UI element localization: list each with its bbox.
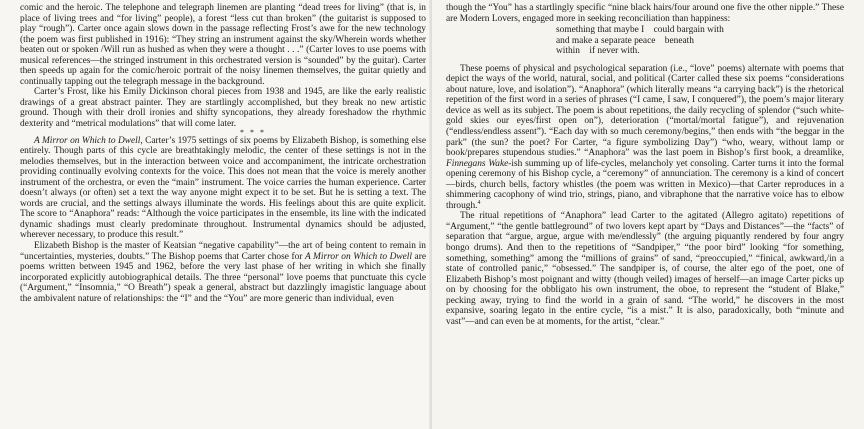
paragraph-frost-dickinson: Carter’s Frost, like his Emily Dickinson choral pieces from 1938 and 1945, are like the early realistic drawings of a great abstract painter. They are startlingly accomplished, but they break no new artistic ground. Though with their droll ironies and shifty syncopations, they already foreshadow the rhythmic dexterity and “metrical modulations” that will come later. [20, 87, 426, 130]
work-title: A Mirror on Which to Dwell [34, 135, 141, 146]
paragraph-frost-linemen: comic and the heroic. The telephone and telegraph linemen are planting “dead trees for living” (that is, in place of living trees and “for living” people), a forest “less cut than broken” (the guitarist is supposed to play “rough”). Carter once again slows down in the passage reflecting Frost’s awe for the new technology (the poem was first published in 1916): “They string an instrument against the sky/Wherein words whether beaten out or spoken /Will run as hushed as when they were a thought . . .” (Carter loves to use poems with musical references—the stringed instrument in this orchestrated version is “sounded” by the guitar). Carter then speeds up again for the comic/heroic portrait of the noisy linemen themselves, the guitar quietly and continually tapping out the telegraph message in the background. [20, 3, 426, 87]
right-page [432, 0, 864, 429]
poem-line: and make a separate peace beneath [556, 35, 694, 46]
poem-excerpt [556, 25, 844, 57]
footnote-marker: 4 [477, 199, 481, 206]
section-divider: * * * [240, 127, 266, 137]
paragraph-mirror-intro: A Mirror on Which to Dwell, Carter’s 1975 settings of six poems by Elizabeth Bishop, is something else entirely. Though parts of this cycle are breathtakingly melodic, the center of these settings is not in the melodies themselves, but in the interaction between voice and accompaniment, the intricate orchestration providing continually evolving contexts for the voice. This does not mean that the voice is merely another instrument of the orchestra, or even the “main” instrument. The voice carries the human experience. Carter doesn’t always (or often) set a text the way anyone might expect it to be set. But he is setting a text. The words are crucial, and the settings always illuminate the words. His feelings about this are quite explicit. The score to “Anaphora” reads: “Although the voice participates in the ensemble, its line with the indicated dynamic shadings must clearly predominate throughout. Instrumental dynamics should be adjusted, wherever necessary, to produce this result.” [20, 135, 426, 241]
paragraph-bishop-capability: Elizabeth Bishop is the master of Keatsian “negative capability”—the art of being content to remain in “uncertainties, mysteries, doubts.” The Bishop poems that Carter chose for A Mirror on Which to Dwell are poems written between 1945 and 1962, before the very last phase of her writing in which she finally incorporated explicitly autobiographical details. The three “personal” love poems that punctuate this cycle (“Argument,” “Insomnia,” “O Breath”) speak a general, abstract but dazzlingly imagistic language about the ambivalent nature of relationships: the “I” and the “You” are more generic than individual, even [20, 241, 426, 304]
paragraph-modern-lovers: though the “You” has a startlingly specific “nine black hairs/four around one five the other nipple.” These are Modern Lovers, engaged more in seeking reconciliation than happiness: [446, 3, 844, 24]
work-title: A Mirror on Which to Dwell [304, 251, 412, 262]
poem-line: something that maybe I could bargain with [556, 25, 724, 36]
paragraph-argument-sandpiper: The ritual repetitions of “Anaphora” lead Carter to the agitated (Allegro agitato) repetitions of “Argument,” “the gentle battleground” of two lovers kept apart by “Days and Distances”—the “facts” of separation that “argue, argue, argue with me/endlessly” (the arguing piquantly rendered by four angry bongo drums). And then to the repetitions of “Sandpiper,” “the poor bird” looking “for something, something, something” among the “millions of grains” of sand, “preoccupied,” “finical, awkward,/in a state of controlled panic,” “obsessed.” The sandpiper is, of course, the alter ego of the poet, one of Elizabeth Bishop’s most poignant and witty (though veiled) images of herself—an image Carter picks up on by choosing for the obbligato his own instrument, the oboe, to represent the “student of Blake,” pecking away, trying to find the world in a grain of sand. “The world,” he discovers in the most expansive, soaring legato in the entire cycle, “is a mist.” It is also, paradoxically, both “minute and vast”—and can even be at moments, for the artist, “clear.” [446, 211, 844, 327]
poem-line: within if never with. [556, 46, 640, 57]
work-title: Finnegans Wake [446, 158, 509, 169]
paragraph-anaphora: These poems of physical and psychological separation (i.e., “love” poems) alternate with poems that depict the ways of the world, natural, social, and political (Carter called these six poems “considerations about nature, love, and isolation”). “Anaphora” (which literally means “a carrying back”) is the rhetorical repetition of the first word in a series of phrases (“I came, I saw, I conquered”), the poem’s major literary device as well as its subject. The poem is about repetitions, the daily recycling of splendor (“such white-gold skies our eyes/first open on”), deterioration (“mortal/mortal fatigue”), and rejuvenation (“endless/endless assent”). “Each day with so much ceremony/begins,” then ends with “the beggar in the park” (the sun? the poet? For Carter, “a figure symbolizing Day”) “who, weary, without lamp or book/prepares stupendous studies.” “Anaphora” was the last poem in Bishop’s first book, a dreamlike, Finnegans Wake-ish summing up of life-cycles, melancholy yet consoling. Carter turns it into the formal opening ceremony of his Bishop cycle, a “ceremony” of annunciation. The ceremony is a kind of concert—birds, church bells, factory whistles (the poem was written in Mexico)—that Carter reproduces in a shimmering cacophony of wind trio, strings, piano, and vibraphone that the narrative voice has to elbow through.$^4$ [446, 63, 844, 211]
